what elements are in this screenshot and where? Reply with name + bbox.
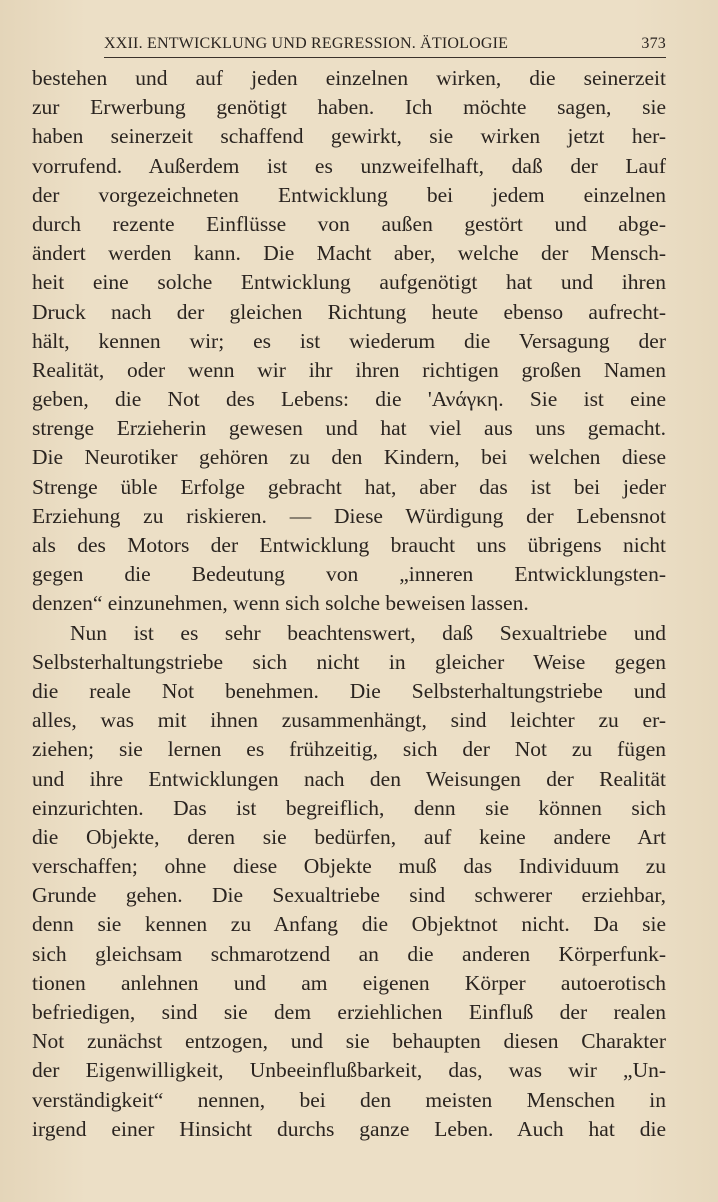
text-line: ziehen; sie lernen es frühzeitig, sich der Not zu fügen (32, 737, 666, 762)
page-number: 373 (641, 35, 666, 52)
text-line: ändert werden kann. Die Macht aber, welche der Mensch- (32, 241, 666, 266)
text-line: heit eine solche Entwicklung aufgenötigt hat und ihren (32, 270, 666, 295)
text-line: der vorgezeichneten Entwicklung bei jedem einzelnen (32, 182, 666, 207)
text-line: geben, die Not des Lebens: die 'Ανάγκη. Sie ist eine (32, 387, 666, 412)
text-line: denzen“ einzunehmen, wenn sich solche beweisen lassen. (32, 591, 529, 616)
text-line: Die Neurotiker gehören zu den Kindern, bei welchen diese (32, 445, 666, 470)
text-line: einzurichten. Das ist begreiflich, denn sie können sich (32, 795, 666, 820)
text-line: der Eigenwilligkeit, Unbeeinflußbarkeit, das, was wir „Un- (32, 1058, 666, 1083)
text-line: und ihre Entwicklungen nach den Weisungen der Realität (32, 766, 666, 791)
text-line: Strenge üble Erfolge gebracht hat, aber das ist bei jeder (32, 474, 666, 499)
text-line: durch rezente Einflüsse von außen gestört und abge- (32, 211, 666, 236)
text-line: gegen die Bedeutung von „inneren Entwicklungsten- (32, 562, 666, 587)
text-line: hält, kennen wir; es ist wiederum die Versagung der (32, 328, 666, 353)
text-line: sich gleichsam schmarotzend an die anderen Körperfunk- (32, 941, 666, 966)
text-line: Not zunächst entzogen, und sie behaupten diesen Charakter (32, 1029, 666, 1054)
text-line: vorrufend. Außerdem ist es unzweifelhaft, daß der Lauf (32, 153, 666, 178)
chapter-title: XXII. ENTWICKLUNG UND REGRESSION. ÄTIOLOGIE (104, 35, 509, 52)
text-line: Selbsterhaltungstriebe sich nicht in gleicher Weise gegen (32, 649, 666, 674)
text-line: als des Motors der Entwicklung braucht uns übrigens nicht (32, 533, 666, 557)
text-line: haben seinerzeit schaffend gewirkt, sie wirken jetzt her- (32, 124, 666, 149)
text-line: Erziehung zu riskieren. — Diese Würdigung der Lebensnot (32, 503, 666, 528)
text-line: tionen anlehnen und am eigenen Körper autoerotisch (32, 970, 666, 995)
text-line: Realität, oder wenn wir ihr ihren richtigen großen Namen (32, 357, 666, 382)
text-line: irgend einer Hinsicht durchs ganze Leben. Auch hat die (32, 1116, 666, 1141)
text-line: befriedigen, sind sie dem erziehlichen Einfluß der realen (32, 1000, 666, 1024)
text-line: strenge Erzieherin gewesen und hat viel aus uns gemacht. (32, 416, 666, 441)
running-head (104, 33, 666, 58)
text-line: alles, was mit ihnen zusammenhängt, sind leichter zu er- (32, 708, 666, 733)
text-line: Nun ist es sehr beachtenswert, daß Sexualtriebe und (70, 620, 666, 645)
text-line: verständigkeit“ nennen, bei den meisten Menschen in (32, 1087, 666, 1112)
text-line: denn sie kennen zu Anfang die Objektnot nicht. Da sie (32, 912, 666, 937)
text-line: die Objekte, deren sie bedürfen, auf keine andere Art (32, 824, 666, 849)
text-line: die reale Not benehmen. Die Selbsterhaltungstriebe und (32, 678, 666, 703)
text-line: zur Erwerbung genötigt haben. Ich möchte sagen, sie (32, 95, 666, 120)
text-line: bestehen und auf jeden einzelnen wirken, die seinerzeit (32, 66, 666, 90)
text-line: Grunde gehen. Die Sexualtriebe sind schwerer erziehbar, (32, 883, 666, 908)
text-line: verschaffen; ohne diese Objekte muß das Individuum zu (32, 854, 666, 879)
body-text (32, 64, 666, 1144)
text-line: Druck nach der gleichen Richtung heute ebenso aufrecht- (32, 299, 666, 324)
